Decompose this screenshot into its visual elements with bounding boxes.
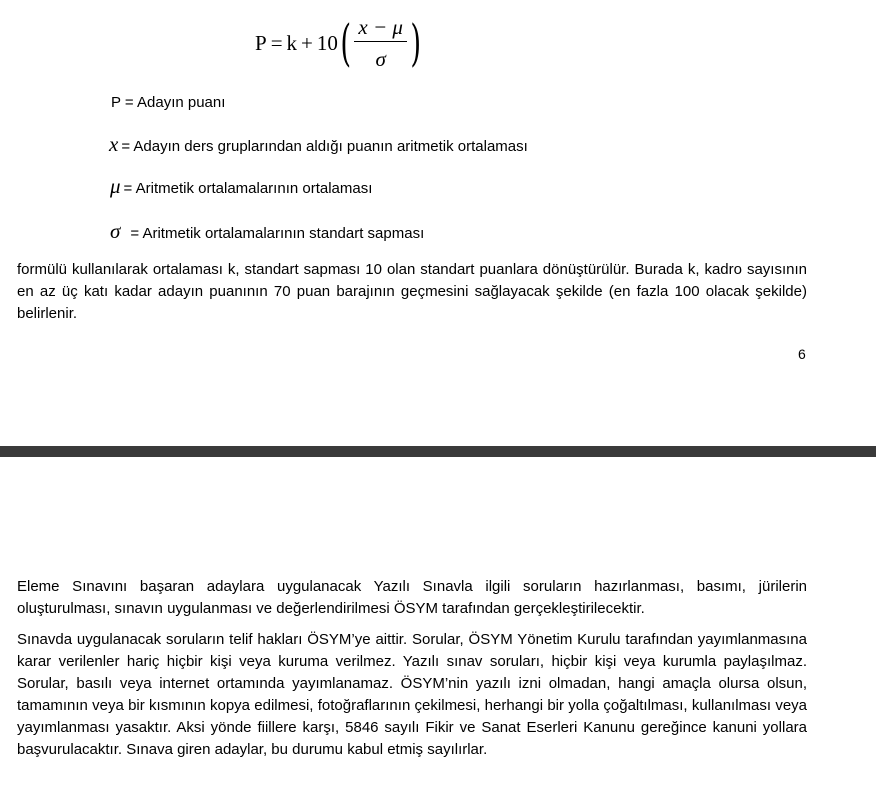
formula-right-paren: ) (410, 14, 422, 72)
definition-x (109, 132, 528, 157)
definition-mu-text: = Aritmetik ortalamalarının ortalaması (123, 180, 373, 197)
definition-mu-symbol: μ (110, 174, 121, 198)
page-number: 6 (798, 346, 806, 362)
definition-sigma-symbol: σ (110, 219, 121, 243)
page-divider (0, 446, 876, 457)
formula-coefficient: 10 (316, 30, 338, 55)
formula-plus: + (301, 30, 313, 55)
copyright-paragraph: Sınavda uygulanacak soruların telif hakları ÖSYM’ye aittir. Sorular, ÖSYM Yönetim Kurulu tarafından yayımlanmasına karar verilenler hariç hiçbir kişi veya kuruma verilmez. Yazılı sınav soruları, hiçbir kişi veya kurumla paylaşılmaz. Sorular, basılı veya internet ortamında yayımlanamaz. ÖSYM’nin yazılı izni olmadan, hangi amaçla olursa olsun, tamamının veya bir kısmının kopya edilmesi, fotoğraflarının çekilmesi, herhangi bir yolla çoğaltılması, kullanılması veya yayımlanması yasaktır. Aksi yönde fiillere karşı, 5846 sayılı Fikir ve Sanat Eserleri Kanunu gereğince kanuni yollara başvurulacaktır. Sınava giren adaylar, bu durumu kabul etmiş sayılırlar. (17, 631, 807, 758)
formula-lhs: P (255, 30, 267, 55)
definition-sigma (110, 219, 424, 244)
written-exam-paragraph: Eleme Sınavını başaran adaylara uygulanacak Yazılı Sınavla ilgili soruların hazırlanması, basımı, jürilerin oluşturulması, sınavın uygulanması ve değerlendirilmesi ÖSYM tarafından gerçekleştirilecektir. (17, 578, 807, 617)
formula-left-paren: ( (340, 14, 351, 72)
formula-k: k (286, 30, 298, 55)
formula-explanation-paragraph: formülü kullanılarak ortalaması k, standart sapması 10 olan standart puanlara dönüştürülür. Burada k, kadro sayısının en az üç katı kadar adayın puanının 70 puan barajının geçmesini sağlayacak şekilde (en fazla 100 olacak şekilde) belirlenir. (17, 261, 807, 322)
definition-p (111, 94, 225, 111)
formula-fraction (354, 16, 407, 70)
definition-x-symbol: x (109, 132, 119, 156)
formula-equals: = (270, 30, 283, 55)
standard-score-formula (254, 10, 422, 76)
definition-mu (110, 174, 372, 199)
formula-denominator: σ (375, 47, 386, 71)
definition-sigma-text: = Aritmetik ortalamalarının standart sapması (130, 225, 425, 242)
definition-p-text: P = Adayın puanı (111, 94, 226, 111)
formula-numerator: x − μ (354, 16, 407, 42)
definition-x-text: = Adayın ders gruplarından aldığı puanın aritmetik ortalaması (121, 138, 528, 155)
